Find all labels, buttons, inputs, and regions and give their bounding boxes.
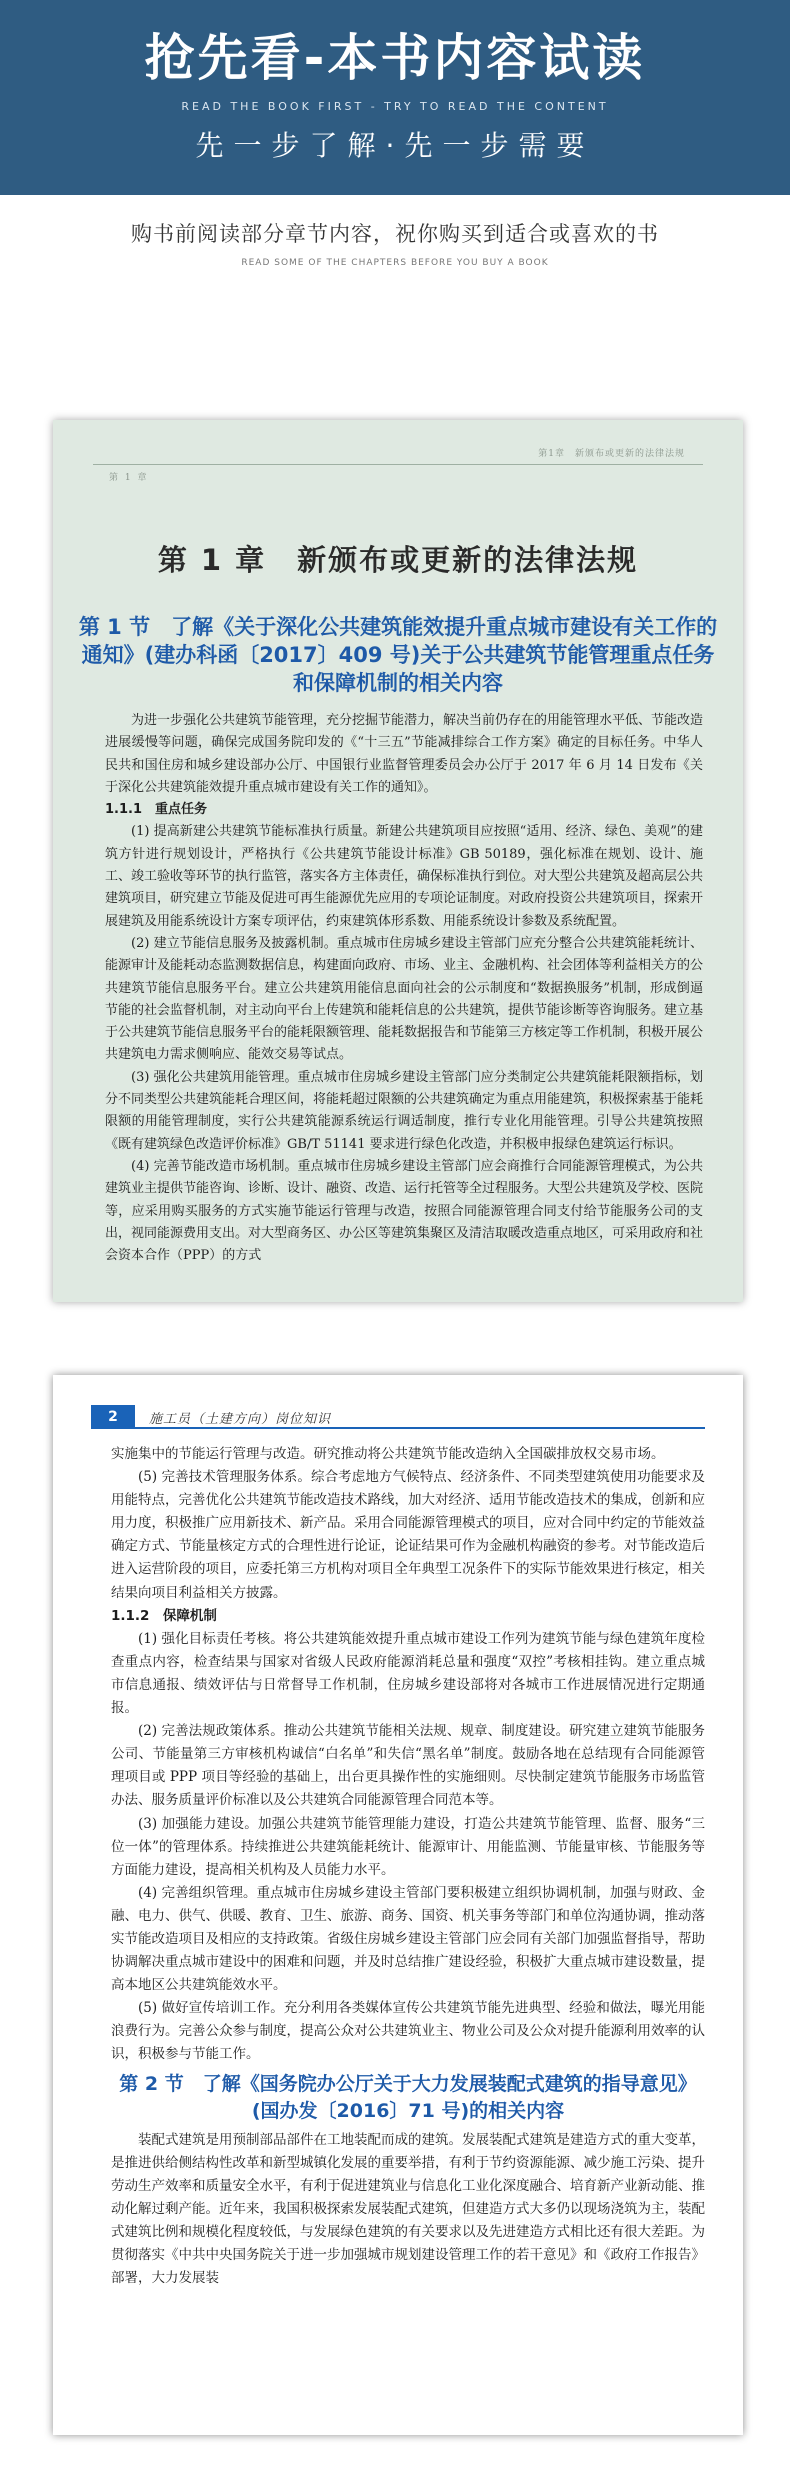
page-header bbox=[91, 1405, 705, 1433]
body-paragraph: 为进一步强化公共建筑节能管理，充分挖掘节能潜力，解决当前仍存在的用能管理水平低、节能改造进展缓慢等问题，确保完成国务院印发的《“十三五”节能减排综合工作方案》确定的目标任务。中华人民共和国住房和城乡建设部办公厅、中国银行业监督管理委员会办公厅于 2017 年 6 月 14 日发布《关于深化公共建筑能效提升重点城市建设有关工作的通知》。 bbox=[105, 713, 704, 795]
intro-text: 购书前阅读部分章节内容，祝你购买到适合或喜欢的书 bbox=[131, 222, 659, 246]
body-paragraph: 装配式建筑是用预制部品部件在工地装配而成的建筑。发展装配式建筑是建造方式的重大变革，是推进供给侧结构性改革和新型城镇化发展的重要举措，有利于节约资源能源、减少施工污染、提升劳动生产效率和质量安全水平，有利于促进建筑业与信息化工业化深度融合、培育新产业新动能、推动化解过剩产能。近年来，我国积极探索发展装配式建筑，但建造方式大多仍以现场浇筑为主，装配式建筑比例和规模化程度较低，与发展绿色建筑的有关要求以及先进建造方式相比还有很大差距。为贯彻落实《中共中央国务院关于进一步加强城市规划建设管理工作的若干意见》和《政府工作报告》部署，大力发展装 bbox=[111, 2131, 705, 2287]
subsection-heading: 1.1.2 保障机制 bbox=[111, 1607, 217, 1624]
section-title: 第 1 节 了解《关于深化公共建筑能效提升重点城市建设有关工作的通知》(建办科函〔2017〕409 号)关于公共建筑节能管理重点任务和保障机制的相关内容 bbox=[78, 615, 718, 695]
body-paragraph: (4) 完善组织管理。重点城市住房城乡建设主管部门要积极建立组织协调机制，加强与财政、金融、电力、供气、供暖、教育、卫生、旅游、商务、国资、机关事务等部门和单位沟通协调，推动落实节能改造项目及相应的支持政策。省级住房城乡建设主管部门应会同有关部门加强监督指导，帮助协调解决重点城市建设中的困难和问题，并及时总结推广建设经验，积极扩大重点城市建设数量，提高本地区公共建筑能效水平。 bbox=[111, 1884, 705, 1994]
running-head: 施工员（土建方向）岗位知识 bbox=[149, 1412, 332, 1427]
banner-title: 抢先看-本书内容试读 bbox=[144, 29, 646, 87]
page-number: 2 bbox=[91, 1405, 135, 1429]
body-paragraph: (5) 做好宣传培训工作。充分利用各类媒体宣传公共建筑节能先进典型、经验和做法，曝光用能浪费行为。完善公众参与制度，提高公众对公共建筑业主、物业公司及公众对提升能源利用效率的认识，积极参与节能工作。 bbox=[111, 2000, 705, 2063]
chapter-title: 第 1 章 新颁布或更新的法律法规 bbox=[157, 543, 639, 577]
banner-subtitle: READ THE BOOK FIRST - TRY TO READ THE CONTENT bbox=[181, 100, 609, 113]
corner-label: 第 1 章 bbox=[109, 473, 149, 483]
section-title: 第 2 节 了解《国务院办公厅关于大力发展装配式建筑的指导意见》(国办发〔2016〕71 号)的相关内容 bbox=[119, 2072, 697, 2122]
page-1-body bbox=[105, 710, 703, 1267]
body-paragraph: (2) 建立节能信息服务及披露机制。重点城市住房城乡建设主管部门应充分整合公共建筑能耗统计、能源审计及能耗动态监测数据信息，构建面向政府、市场、业主、金融机构、社会团体等利益相关方的公共建筑节能信息服务平台。建立公共建筑用能信息面向社会的公示制度和“数据换服务”机制，形成倒逼节能的社会监督机制，对主动向平台上传建筑和能耗信息的公共建筑，提供节能诊断等咨询服务。建立基于公共建筑节能信息服务平台的能耗限额管理、能耗数据报告和节能第三方核定等工作机制，积极开展公共建筑电力需求侧响应、能效交易等试点。 bbox=[105, 935, 704, 1063]
running-head: 第1章 新颁布或更新的法律法规 bbox=[538, 449, 685, 459]
intro-subtext: READ SOME OF THE CHAPTERS BEFORE YOU BUY A BOOK bbox=[241, 258, 549, 268]
header-rule bbox=[135, 1427, 705, 1429]
body-paragraph: (2) 完善法规政策体系。推动公共建筑节能相关法规、规章、制度建设。研究建立建筑节能服务公司、节能量第三方审核机构诚信“白名单”和失信“黑名单”制度。鼓励各地在总结现有合同能源管理项目或 PPP 项目等经验的基础上，出台更具操作性的实施细则。尽快制定建筑节能服务市场监管办法、服务质量评价标准以及公共建筑合同能源管理合同范本等。 bbox=[111, 1723, 705, 1809]
body-paragraph: (1) 强化目标责任考核。将公共建筑能效提升重点城市建设工作列为建筑节能与绿色建筑年度检查重点内容，检查结果与国家对省级人民政府能源消耗总量和强度“双控”考核相挂钩。建立重点城市信息通报、绩效评估与日常督导工作机制，住房城乡建设部将对各城市工作进展情况进行定期通报。 bbox=[111, 1630, 705, 1717]
body-paragraph: (3) 强化公共建筑用能管理。重点城市住房城乡建设主管部门应分类制定公共建筑能耗限额指标，划分不同类型公共建筑能耗合理区间，将能耗超过限额的公共建筑确定为重点用能建筑，积极探索基于能耗限额的用能管理制度，实行公共建筑能源系统运行调适制度，推行专业化用能管理。引导公共建筑按照《既有建筑绿色改造评价标准》GB/T 51141 要求进行绿色化改造，并积极申报绿色建筑运行标识。 bbox=[105, 1069, 704, 1152]
body-paragraph: 实施集中的节能运行管理与改造。研究推动将公共建筑节能改造纳入全国碳排放权交易市场。 bbox=[111, 1446, 665, 1462]
body-paragraph: (5) 完善技术管理服务体系。综合考虑地方气候特点、经济条件、不同类型建筑使用功能要求及用能特点，完善优化公共建筑节能改造技术路线，加大对经济、适用节能改造技术的集成，创新和应用力度，积极推广应用新技术、新产品。采用合同能源管理模式的项目，应对合同中约定的节能效益确定方式、节能量核定方式的合理性进行论证，论证结果可作为金融机构融资的参考。对节能改造后进入运营阶段的项目，应委托第三方机构对项目全年典型工况条件下的实际节能效果进行核定，相关结果向项目利益相关方披露。 bbox=[111, 1469, 705, 1601]
book-page-2 bbox=[53, 1375, 743, 2435]
book-page-1 bbox=[53, 420, 743, 1302]
subsection-heading: 1.1.1 重点任务 bbox=[105, 802, 208, 818]
body-paragraph: (4) 完善节能改造市场机制。重点城市住房城乡建设主管部门应会商推行合同能源管理模式，为公共建筑业主提供节能咨询、诊断、设计、融资、改造、运行托管等全过程服务。大型公共建筑及学校、医院等，应采用购买服务的方式实施节能运行管理与改造，按照合同能源管理合同支付给节能服务公司的支出，视同能源费用支出。对大型商务区、办公区等建筑集聚区及清洁取暖改造重点地区，可采用政府和社会资本合作（PPP）的方式 bbox=[105, 1158, 704, 1264]
page-2-body bbox=[111, 1443, 705, 2290]
running-head-rule bbox=[93, 464, 703, 465]
body-paragraph: (3) 加强能力建设。加强公共建筑节能管理能力建设，打造公共建筑节能管理、监督、服务“三位一体”的管理体系。持续推进公共建筑能耗统计、能源审计、用能监测、节能量审核、节能服务等方面能力建设，提高相关机构及人员能力水平。 bbox=[111, 1815, 705, 1878]
body-paragraph: (1) 提高新建公共建筑节能标准执行质量。新建公共建筑项目应按照“适用、经济、绿色、美观”的建筑方针进行规划设计，严格执行《公共建筑节能设计标准》GB 50189，强化标准在规划、设计、施工、竣工验收等环节的执行监管，落实各方主体责任，确保标准执行到位。对大型公共建筑及超高层公共建筑项目，研究建立节能及促进可再生能源优先应用的专项论证制度。对政府投资公共建筑项目，探索开展建筑及用能系统设计方案专项评估，约束建筑体形系数、用能系统设计参数及系统配置。 bbox=[105, 824, 704, 929]
header-banner bbox=[0, 0, 790, 195]
banner-slogan: 先一步了解·先一步需要 bbox=[195, 129, 595, 162]
